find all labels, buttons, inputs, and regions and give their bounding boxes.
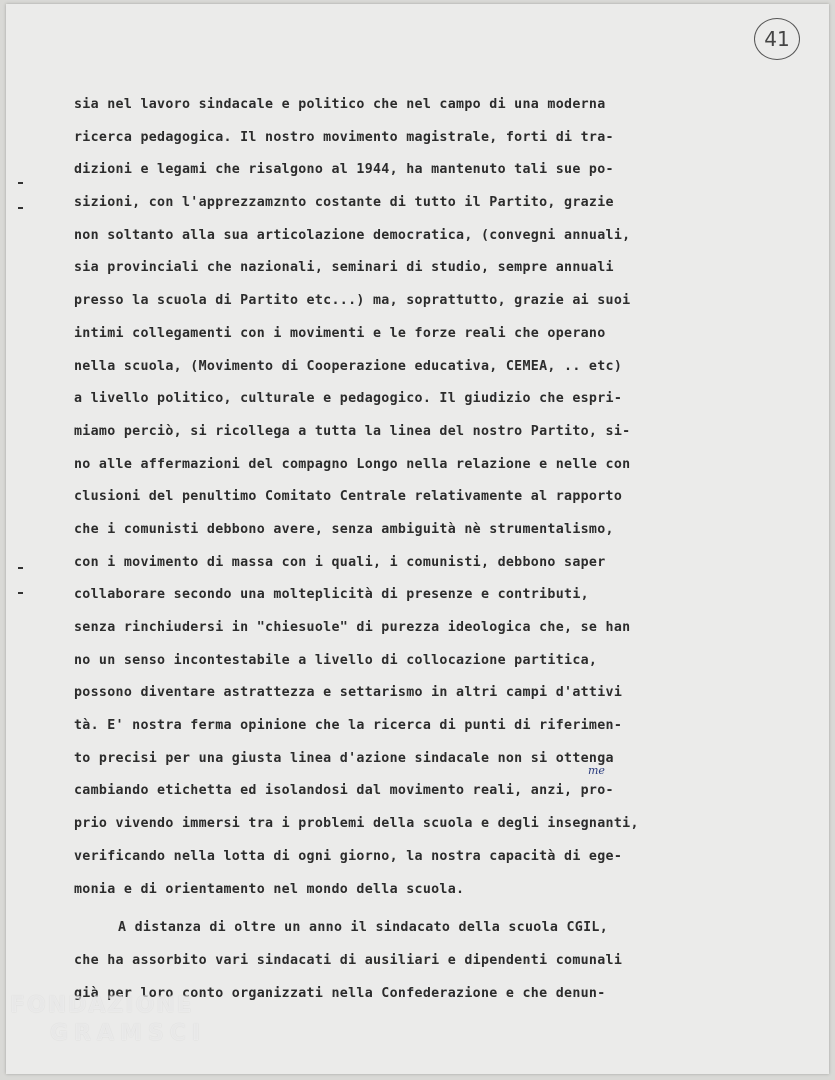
text-line: prio vivendo immersi tra i problemi della scuola e degli insegnanti,	[74, 816, 639, 832]
text-line: senza rinchiudersi in "chiesuole" di purezza ideologica che, se han	[74, 620, 631, 635]
document-page	[6, 4, 829, 1074]
watermark-line-2: GRAMSCI	[50, 1021, 207, 1046]
text-line: che ha assorbito vari sindacati di ausiliari e dipendenti comunali	[74, 952, 623, 968]
text-line: to precisi per una giusta linea d'azione sindacale non si ottenga	[74, 750, 614, 766]
text-line: no un senso incontestabile a livello di collocazione partitica,	[74, 652, 598, 668]
text-line: che i comunisti debbono avere, senza ambiguità nè strumentalismo,	[74, 521, 614, 537]
text-line: collaborare secondo una molteplicità di presenze e contributi,	[74, 587, 589, 603]
text-line: presso la scuola di Partito etc...) ma, soprattutto, grazie ai suoi	[74, 293, 631, 309]
text-line: nella scuola, (Movimento di Cooperazione educativa, CEMEA, .. etc)	[74, 358, 623, 374]
text-line: sia nel lavoro sindacale e politico che nel campo di una moderna	[74, 97, 606, 112]
text-line: cambiando etichetta ed isolandosi dal movimento reali, anzi, pro-	[74, 783, 614, 799]
text-line: con i movimento di massa con i quali, i comunisti, debbono saper	[74, 554, 606, 570]
text-line: verificando nella lotta di ogni giorno, la nostra capacità di ege-	[74, 848, 623, 864]
typewritten-text	[74, 92, 754, 1013]
watermark-line-1: FONDAZIONE	[10, 993, 194, 1018]
margin-tick	[18, 567, 23, 569]
text-line: già per loro conto organizzati nella Confederazione e che denun-	[74, 985, 606, 1001]
text-line: monia e di orientamento nel mondo della scuola.	[74, 881, 465, 897]
watermark-logo	[10, 992, 206, 1048]
text-line: ricerca pedagogica. Il nostro movimento magistrale, forti di tra-	[74, 129, 614, 145]
text-line: sia provinciali che nazionali, seminari di studio, sempre annuali	[74, 260, 614, 276]
margin-tick	[18, 182, 23, 184]
page-number: 41	[754, 18, 800, 60]
margin-tick	[18, 207, 23, 209]
text-line: clusioni del penultimo Comitato Centrale relativamente al rapporto	[74, 489, 623, 505]
paragraph	[74, 92, 754, 909]
text-line: sizioni, con l'apprezzamznto costante di tutto il Partito, grazie	[74, 195, 614, 211]
margin-tick	[18, 592, 23, 594]
text-line: miamo perciò, si ricollega a tutta la linea del nostro Partito, si-	[74, 423, 631, 439]
text-line: a livello politico, culturale e pedagogico. Il giudizio che espri-	[74, 391, 623, 407]
text-line: possono diventare astrattezza e settarismo in altri campi d'attivi	[74, 685, 623, 701]
text-line: A distanza di oltre un anno il sindacato della scuola CGIL,	[118, 920, 609, 936]
text-line: intimi collegamenti con i movimenti e le forze reali che operano	[74, 325, 606, 341]
text-line: no alle affermazioni del compagno Longo nella relazione e nelle con	[74, 456, 631, 472]
text-line: tà. E' nostra ferma opinione che la ricerca di punti di riferimen-	[74, 718, 623, 734]
text-line: non soltanto alla sua articolazione democratica, (convegni annuali,	[74, 227, 631, 243]
text-line: dizioni e legami che risalgono al 1944, ha mantenuto tali sue po-	[74, 162, 614, 178]
handwritten-annotation: me	[588, 764, 605, 777]
